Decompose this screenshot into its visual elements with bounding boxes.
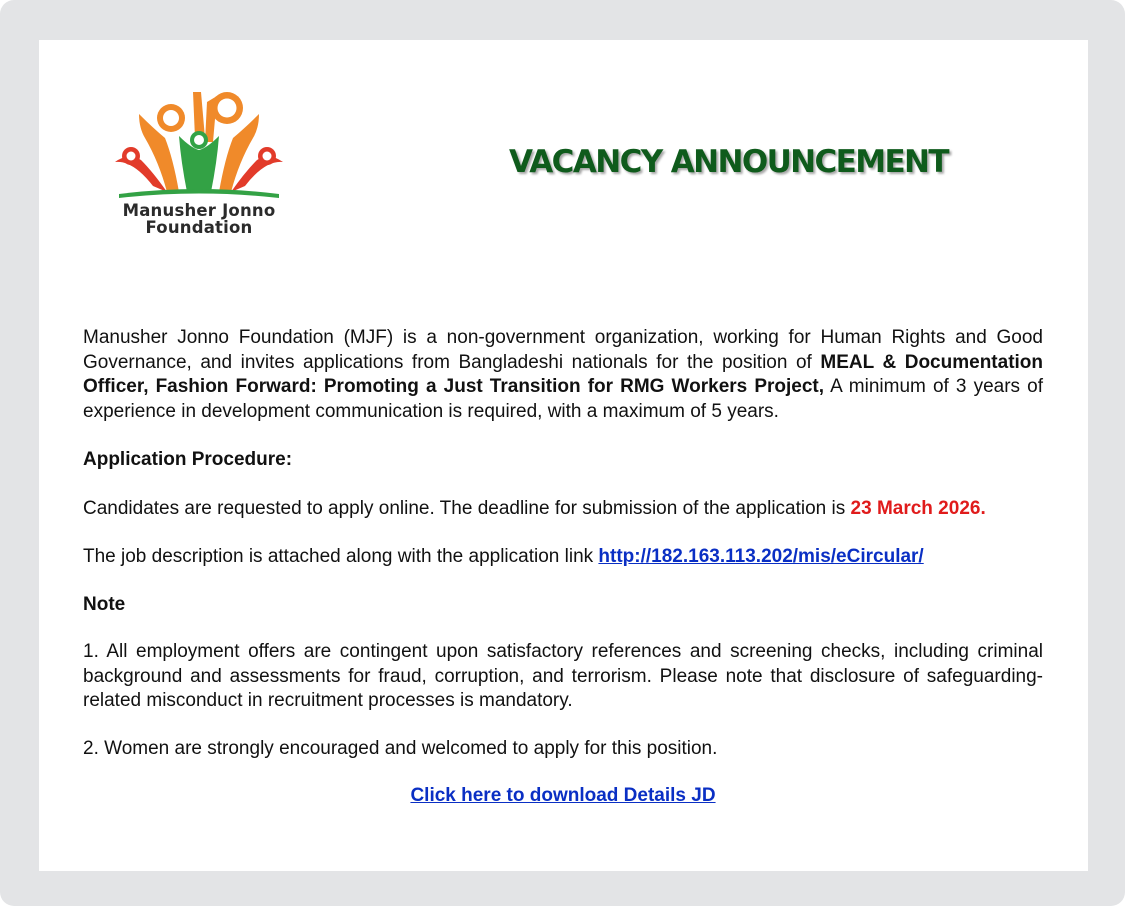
application-heading: Application Procedure: <box>83 449 293 470</box>
jd-paragraph <box>83 545 1043 570</box>
logo-name-line1: Manusher Jonno <box>122 201 276 220</box>
note-item-1: 1. All employment offers are contingent upon satisfactory references and screening checks, including criminal background and assessments for fraud, corruption, and terrorism. Please note that disclosure of safeguarding-related misconduct in recruitment processes is mandatory. <box>83 641 1043 711</box>
intro-lead: Manusher Jonno Foundation (MJF) is a non-government organization, working for Human Rights and Good Governance, and invites applications from Bangladeshi nationals for the position of <box>83 327 1043 373</box>
note-heading: Note <box>83 593 126 615</box>
position-title: MEAL & Documentation Officer, Fashion Forward: Promoting a Just Transition for RMG Workers Project, <box>83 351 1044 397</box>
application-link[interactable]: http://182.163.113.202/mis/eCircular/ <box>598 546 924 567</box>
announcement-body <box>83 326 1043 809</box>
jd-text: The job description is attached along with the application link <box>83 546 599 567</box>
download-jd-link[interactable]: Click here to download Details JD <box>410 785 716 806</box>
mjf-logo-figures-icon <box>109 88 289 206</box>
note-item-2: 2. Women are strongly encouraged and welcomed to apply for this position. <box>83 737 718 759</box>
intro-paragraph <box>83 326 1043 424</box>
logo-name-line2: Foundation <box>145 218 253 237</box>
deadline-text: Candidates are requested to apply online. The deadline for submission of the application is <box>83 497 851 519</box>
download-paragraph <box>83 784 1043 809</box>
deadline-date: 23 March 2026. <box>850 497 986 519</box>
mjf-logo <box>109 88 299 240</box>
deadline-paragraph <box>83 497 1043 522</box>
announcement-sheet <box>39 40 1088 871</box>
page-title: VACANCY ANNOUNCEMENT <box>509 144 948 180</box>
experience-requirement: A minimum of 3 years of experience in development communication is required, with a maximum of 5 years. <box>83 376 1043 422</box>
